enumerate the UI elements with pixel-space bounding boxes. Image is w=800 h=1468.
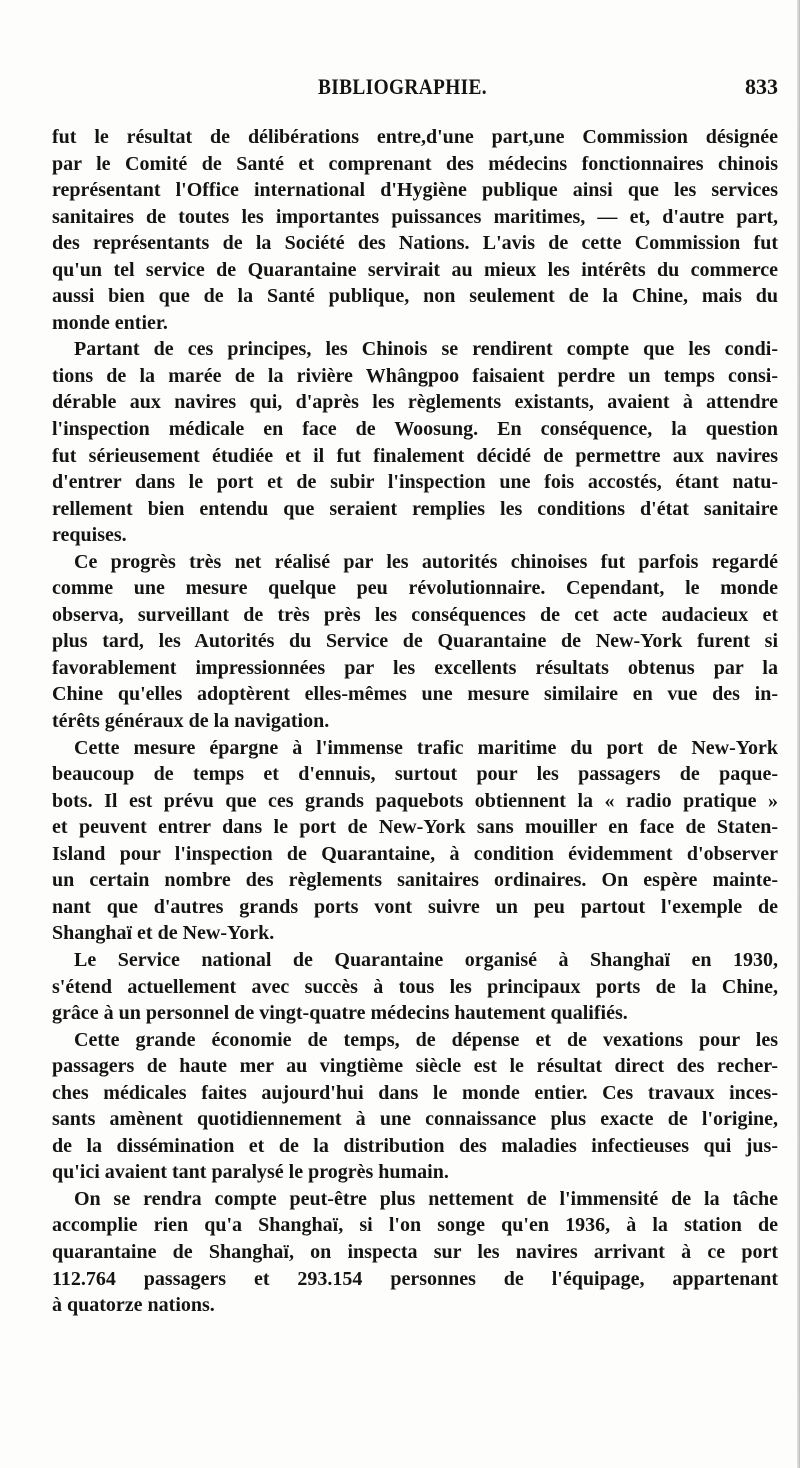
text-line: ches médicales faites aujourd'hui dans le monde entier. Ces travaux inces- — [52, 1081, 778, 1104]
paragraph — [52, 947, 778, 1027]
text-line: observa, surveillant de très près les conséquences de cet acte audacieux et — [52, 603, 778, 626]
text-line: représentant l'Office international d'Hygiène publique ainsi que les services — [52, 179, 778, 202]
text-line: 112.764 passagers et 293.154 personnes de l'équipage, appartenant — [52, 1267, 778, 1290]
paragraph — [52, 336, 778, 548]
text-line: Shanghaï et de New-York. — [52, 922, 275, 945]
text-line: Partant de ces principes, les Chinois se rendirent compte que les condi- — [74, 338, 778, 361]
text-line: Ce progrès très net réalisé par les autorités chinoises fut parfois regardé — [74, 550, 778, 573]
text-line: Cette grande économie de temps, de dépense et de vexations pour les — [74, 1028, 778, 1051]
text-line: favorablement impressionnées par les excellents résultats obtenus par la — [52, 656, 778, 679]
text-line: aussi bien que de la Santé publique, non seulement de la Chine, mais du — [52, 285, 778, 308]
text-line: sanitaires de toutes les importantes puissances maritimes, — et, d'autre part, — [52, 205, 778, 228]
text-line: monde entier. — [52, 311, 168, 334]
text-line: qu'un tel service de Quarantaine servirait au mieux les intérêts du commerce — [52, 258, 778, 281]
text-line: beaucoup de temps et d'ennuis, surtout pour les passagers de paque- — [52, 763, 778, 786]
text-line: Cette mesure épargne à l'immense trafic maritime du port de New-York — [74, 736, 778, 759]
text-line: d'entrer dans le port et de subir l'inspection une fois accostés, étant natu- — [52, 471, 778, 494]
text-line: par le Comité de Santé et comprenant des médecins fonctionnaires chinois — [52, 152, 778, 175]
text-line: s'étend actuellement avec succès à tous les principaux ports de la Chine, — [52, 975, 778, 998]
body-text — [52, 124, 778, 1319]
text-line: de la dissémination et de la distribution des maladies infectieuses qui jus- — [52, 1134, 778, 1157]
text-line: rellement bien entendu que seraient remplies les conditions d'état sanitaire — [52, 497, 778, 520]
text-line: bots. Il est prévu que ces grands paquebots obtiennent la « radio pratique » — [52, 789, 778, 812]
text-line: accomplie rien qu'a Shanghaï, si l'on songe qu'en 1936, à la station de — [52, 1214, 778, 1237]
text-line: Island pour l'inspection de Quarantaine, à condition évidemment d'observer — [52, 842, 778, 865]
text-line: un certain nombre des règlements sanitaires ordinaires. On espère mainte- — [52, 869, 778, 892]
page-number: 833 — [745, 74, 778, 99]
text-line: plus tard, les Autorités du Service de Quarantaine de New-York furent si — [52, 630, 778, 653]
text-line: térêts généraux de la navigation. — [52, 710, 330, 733]
running-title: BIBLIOGRAPHIE. — [318, 74, 487, 99]
paragraph — [52, 735, 778, 947]
text-line: quarantaine de Shanghaï, on inspecta sur les navires arrivant à ce port — [52, 1240, 778, 1263]
paragraph — [52, 1027, 778, 1186]
paragraph — [52, 1186, 778, 1319]
text-line: dérable aux navires qui, d'après les règlements existants, avaient à attendre — [52, 391, 778, 414]
text-line: On se rendra compte peut-être plus nettement de l'immensité de la tâche — [74, 1187, 778, 1210]
text-line: Chine qu'elles adoptèrent elles-mêmes une mesure similaire en vue des in- — [52, 683, 778, 706]
text-line: nant que d'autres grands ports vont suivre un peu partout l'exemple de — [52, 895, 778, 918]
text-line: qu'ici avaient tant paralysé le progrès humain. — [52, 1161, 449, 1184]
text-line: sants amènent quotidiennement à une connaissance plus exacte de l'origine, — [52, 1108, 778, 1131]
text-line: à quatorze nations. — [52, 1294, 215, 1317]
text-line: l'inspection médicale en face de Woosung. En conséquence, la question — [52, 418, 778, 441]
text-line: fut sérieusement étudiée et il fut finalement décidé de permettre aux navires — [52, 444, 778, 467]
text-line: passagers de haute mer au vingtième siècle est le résultat direct des recher- — [52, 1055, 778, 1078]
text-line: comme une mesure quelque peu révolutionnaire. Cependant, le monde — [52, 577, 778, 600]
text-line: tions de la marée de la rivière Whângpoo faisaient perdre un temps consi- — [52, 364, 778, 387]
text-line: grâce à un personnel de vingt-quatre médecins hautement qualifiés. — [52, 1002, 628, 1025]
text-line: requises. — [52, 524, 127, 547]
text-line: des représentants de la Société des Nations. L'avis de cette Commission fut — [52, 232, 778, 255]
text-line: et peuvent entrer dans le port de New-York sans mouiller en face de Staten- — [52, 816, 778, 839]
paragraph — [52, 549, 778, 735]
paragraph — [52, 124, 778, 336]
text-line: fut le résultat de délibérations entre,d'une part,une Commission désignée — [52, 126, 778, 148]
page-header — [52, 74, 778, 108]
text-line: Le Service national de Quarantaine organisé à Shanghaï en 1930, — [74, 948, 778, 971]
